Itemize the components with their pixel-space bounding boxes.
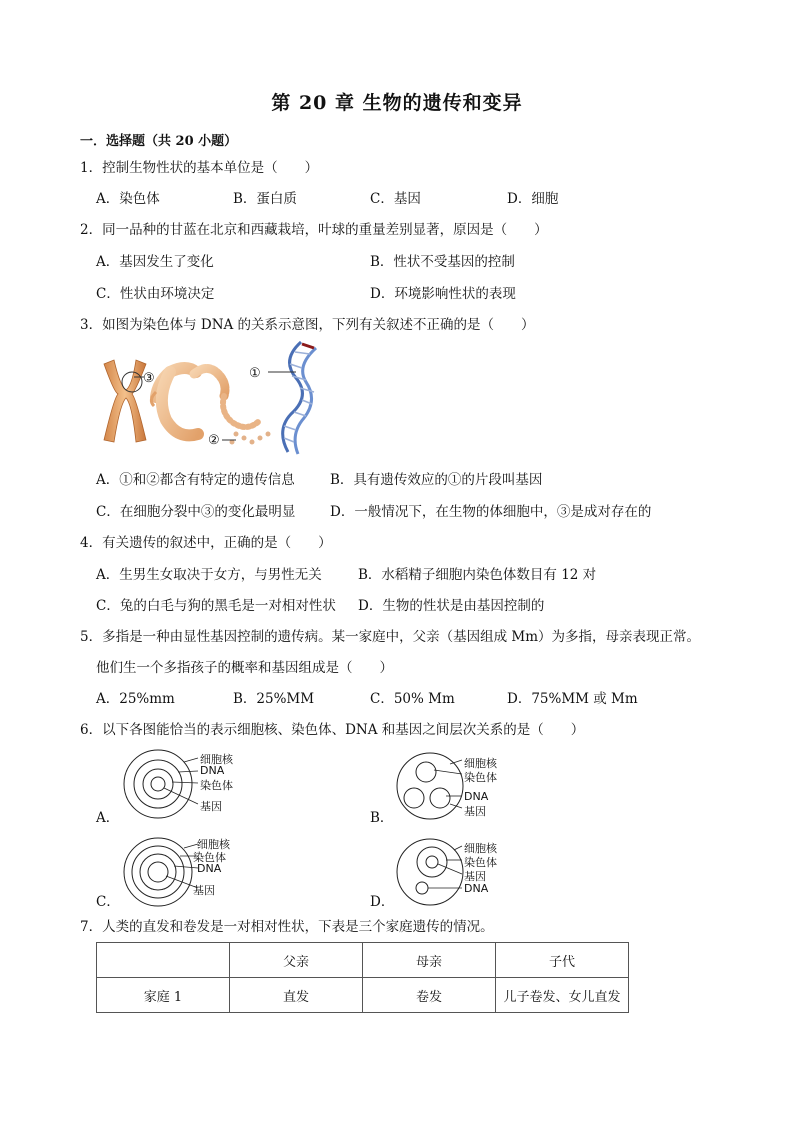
q3-option-b: B．具有遗传效应的①的片段叫基因 (330, 472, 543, 488)
fig-label-2: ② (208, 433, 220, 448)
diagram-a-label-chromosome: 染色体 (200, 779, 233, 792)
table-header-cell (97, 943, 230, 978)
diagram-c-letter: C． (96, 894, 120, 910)
diagram-b-label-nucleus: 细胞核 (464, 757, 497, 770)
q1-option-d: D．细胞 (507, 191, 559, 207)
q5-option-a: A．25%mm (96, 691, 175, 707)
q5-stem-line2: 他们生一个多指孩子的概率和基因组成是（ ） (96, 660, 393, 676)
table-header-row (97, 943, 629, 978)
diagram-b (396, 752, 516, 828)
fig-label-1: ① (249, 366, 261, 381)
q3-stem: 3．如图为染色体与 DNA 的关系示意图，下列有关叙述不正确的是（ ） (80, 317, 535, 333)
diagram-d-letter: D． (370, 894, 395, 910)
q6-stem: 6．以下各图能恰当的表示细胞核、染色体、DNA 和基因之间层次关系的是（ ） (80, 722, 585, 738)
diagram-b-label-dna: DNA (464, 790, 489, 803)
heredity-table (96, 942, 629, 1013)
diagram-c-label-nucleus: 细胞核 (197, 838, 230, 851)
q2-stem: 2．同一品种的甘蓝在北京和西藏栽培，叶球的重量差别显著，原因是（ ） (80, 222, 548, 238)
table-cell: 直发 (230, 978, 363, 1013)
diagram-c-label-chromosome: 染色体 (193, 851, 226, 864)
diagram-b-letter: B． (370, 810, 394, 826)
table-row (97, 978, 629, 1013)
diagram-d-label-chromosome: 染色体 (464, 856, 497, 869)
diagram-a-letter: A． (96, 810, 120, 826)
diagram-d (396, 838, 516, 914)
diagram-b-label-chromosome: 染色体 (464, 771, 497, 784)
page-title: 第 20 章 生物的遗传和变异 (271, 92, 523, 114)
q4-option-d: D．生物的性状是由基因控制的 (358, 598, 545, 614)
q1-stem: 1．控制生物性状的基本单位是（ ） (80, 160, 319, 176)
q2-option-c: C．性状由环境决定 (96, 286, 215, 302)
fig-label-3: ③ (143, 371, 155, 386)
diagram-b-label-gene: 基因 (464, 805, 486, 818)
table-header-cell: 母亲 (363, 943, 496, 978)
q1-option-b: B．蛋白质 (233, 191, 297, 207)
q4-stem: 4．有关遗传的叙述中，正确的是（ ） (80, 535, 332, 551)
table-cell: 卷发 (363, 978, 496, 1013)
q2-option-d: D．环境影响性状的表现 (370, 286, 516, 302)
table-header-cell: 父亲 (230, 943, 363, 978)
q5-option-c: C．50% Mm (370, 691, 455, 707)
q5-option-b: B．25%MM (233, 691, 315, 707)
q3-option-d: D．一般情况下，在生物的体细胞中，③是成对存在的 (330, 504, 652, 520)
q4-option-a: A．生男生女取决于女方，与男性无关 (96, 567, 322, 583)
diagram-d-label-nucleus: 细胞核 (464, 842, 497, 855)
q1-option-c: C．基因 (370, 191, 421, 207)
section-heading: 一．选择题（共 20 小题） (80, 134, 238, 149)
table-cell: 儿子卷发、女儿直发 (496, 978, 629, 1013)
q4-option-c: C．兔的白毛与狗的黑毛是一对相对性状 (96, 598, 336, 614)
diagram-c-label-gene: 基因 (193, 884, 215, 897)
diagram-a-label-gene: 基因 (200, 800, 222, 813)
q7-stem: 7．人类的直发和卷发是一对相对性状，下表是三个家庭遗传的情况。 (80, 919, 494, 935)
q1-option-a: A．染色体 (96, 191, 160, 207)
q3-option-c: C．在细胞分裂中③的变化最明显 (96, 504, 296, 520)
diagram-c-label-dna: DNA (197, 862, 222, 875)
q4-option-b: B．水稻精子细胞内染色体数目有 12 对 (358, 567, 597, 583)
q2-option-a: A．基因发生了变化 (96, 254, 214, 270)
q3-option-a: A．①和②都含有特定的遗传信息 (96, 472, 295, 488)
diagram-a-label-dna: DNA (200, 764, 225, 777)
diagram-a-label-nucleus: 细胞核 (200, 753, 233, 766)
diagram-d-label-dna: DNA (464, 882, 489, 895)
q2-option-b: B．性状不受基因的控制 (370, 254, 515, 270)
q5-option-d: D．75%MM 或 Mm (507, 691, 638, 707)
diagram-d-label-gene: 基因 (464, 870, 486, 883)
table-cell: 家庭 1 (97, 978, 230, 1013)
table-header-cell: 子代 (496, 943, 629, 978)
q5-stem-line1: 5．多指是一种由显性基因控制的遗传病。某一家庭中，父亲（基因组成 Mm）为多指，母亲表现正常。 (80, 629, 701, 645)
